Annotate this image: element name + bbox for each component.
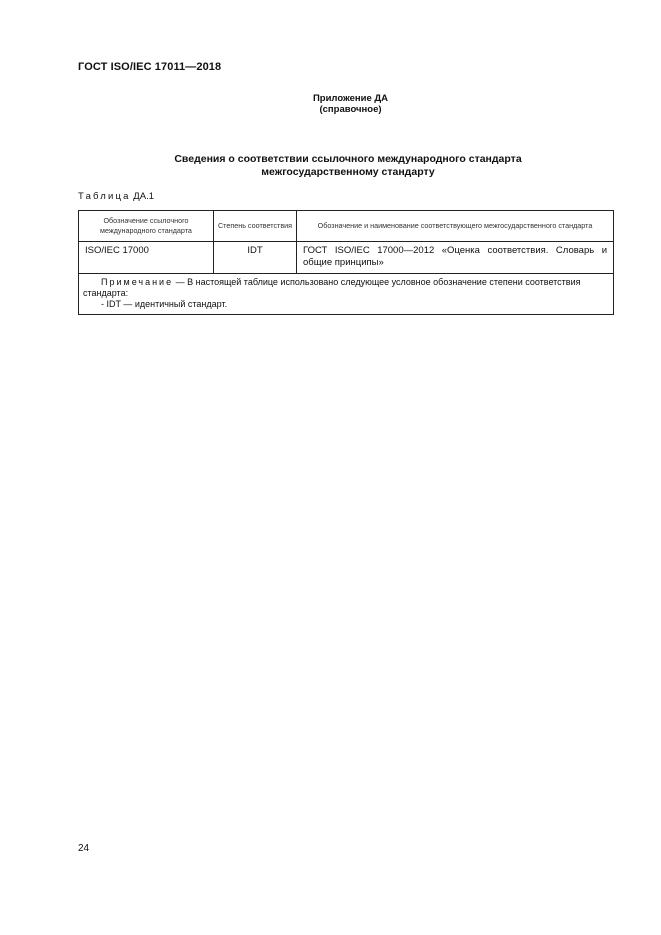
document-header-code: ГОСТ ISO/IEC 17011—2018: [78, 61, 222, 73]
note-text: [83, 277, 607, 299]
header-international-standard: Обозначение ссылочного международного стандарта: [79, 211, 214, 242]
table-caption-label: Таблица: [78, 191, 131, 202]
table-note: [79, 274, 614, 315]
header-interstate-standard: Обозначение и наименование соответствующего межгосударственного стандарта: [297, 211, 614, 242]
table-caption: [78, 191, 154, 202]
annex-title: Приложение ДА: [312, 93, 389, 104]
note-label: Примечание: [101, 277, 174, 287]
header-degree-of-correspondence: Степень соответствия: [214, 211, 297, 242]
cell-degree: IDT: [214, 242, 297, 274]
table-header-row: [79, 211, 614, 242]
annex-heading: [0, 93, 661, 115]
page-number: 24: [78, 843, 90, 854]
annex-subtitle: (справочное): [319, 104, 382, 115]
cell-international-standard: ISO/IEC 17000: [79, 242, 214, 274]
cell-interstate-standard: ГОСТ ISO/IEC 17000—2012 «Оценка соответствия. Словарь и общие принципы»: [297, 242, 614, 274]
table-caption-number: ДА.1: [133, 191, 154, 202]
table-row: [79, 242, 614, 274]
note-body: — В настоящей таблице использовано следующее условное обозначение степени соответствия стандарта:: [83, 277, 581, 298]
section-title-line-1: Сведения о соответствии ссылочного международного стандарта: [174, 153, 522, 165]
section-title-line-2: межгосударственному стандарту: [261, 166, 435, 178]
section-heading: [0, 153, 661, 179]
note-list-item: - IDT — идентичный стандарт.: [101, 299, 228, 309]
correspondence-table: [78, 210, 614, 315]
table-note-row: [79, 274, 614, 315]
